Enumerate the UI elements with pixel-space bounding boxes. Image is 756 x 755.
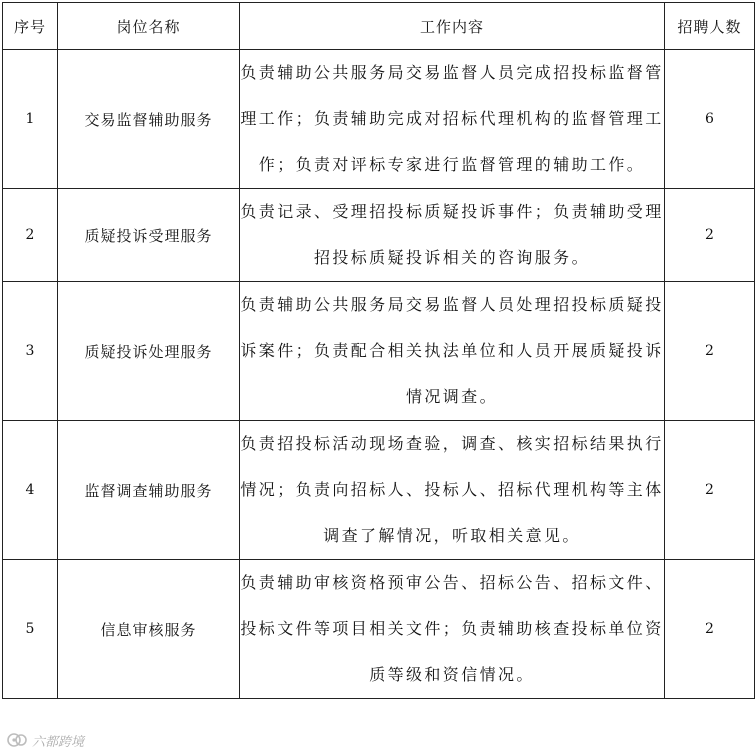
table-row [3,421,755,560]
header-position-name: 岗位名称 [58,3,240,50]
recruit-count-cell: 6 [665,50,755,189]
serial-number-cell: 2 [3,189,58,282]
watermark [6,729,84,751]
table-row [3,282,755,421]
recruit-count-cell: 2 [665,282,755,421]
header-serial-number: 序号 [3,3,58,50]
position-name-cell: 质疑投诉处理服务 [58,282,240,421]
job-content-cell: 负责辅助公共服务局交易监督人员处理招投标质疑投诉案件；负责配合相关执法单位和人员开展质疑投诉情况调查。 [240,282,665,421]
serial-number-cell: 5 [3,560,58,699]
job-content-cell: 负责招投标活动现场查验，调查、核实招标结果执行情况；负责向招标人、投标人、招标代理机构等主体调查了解情况，听取相关意见。 [240,421,665,560]
position-name-cell: 监督调查辅助服务 [58,421,240,560]
table-row [3,560,755,699]
table-header-row [3,3,755,50]
serial-number-cell: 4 [3,421,58,560]
header-job-content: 工作内容 [240,3,665,50]
table-row [3,189,755,282]
recruitment-table [2,2,755,699]
header-recruit-count: 招聘人数 [665,3,755,50]
position-name-cell: 信息审核服务 [58,560,240,699]
recruit-count-cell: 2 [665,560,755,699]
job-content-cell: 负责记录、受理招投标质疑投诉事件；负责辅助受理招投标质疑投诉相关的咨询服务。 [240,189,665,282]
serial-number-cell: 1 [3,50,58,189]
position-name-cell: 交易监督辅助服务 [58,50,240,189]
position-name-cell: 质疑投诉受理服务 [58,189,240,282]
recruit-count-cell: 2 [665,189,755,282]
job-content-cell: 负责辅助审核资格预审公告、招标公告、招标文件、投标文件等项目相关文件；负责辅助核查投标单位资质等级和资信情况。 [240,560,665,699]
recruit-count-cell: 2 [665,421,755,560]
serial-number-cell: 3 [3,282,58,421]
logo-icon [6,731,28,749]
job-content-cell: 负责辅助公共服务局交易监督人员完成招投标监督管理工作；负责辅助完成对招标代理机构的监督管理工作；负责对评标专家进行监督管理的辅助工作。 [240,50,665,189]
watermark-text: 六都跨境 [32,734,85,750]
table-row [3,50,755,189]
